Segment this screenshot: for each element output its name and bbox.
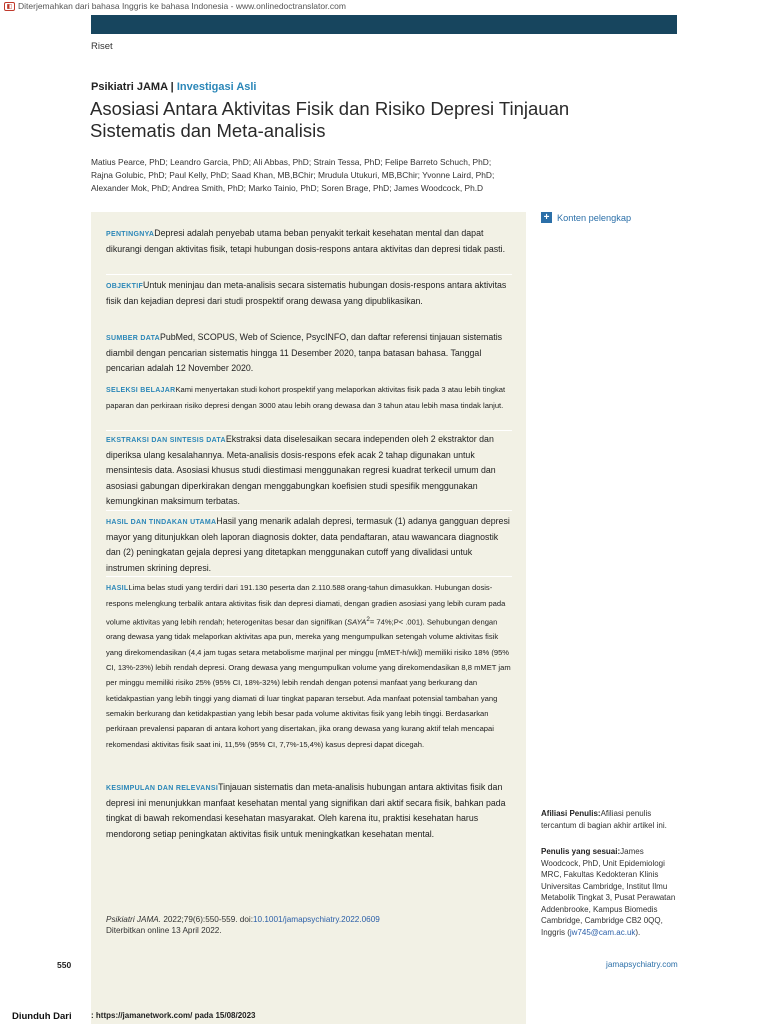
abstract-label: OBJEKTIF: [106, 283, 144, 290]
article-type: Investigasi Asli: [176, 81, 257, 93]
abstract-label: SUMBER DATA: [106, 335, 160, 342]
abstract-text: Depresi adalah penyebab utama beban penyakit terkait kesehatan mental dan dapat dikurangi dengan aktivitas fisik, tetapi hubungan dosis-respons antara aktivitas dan depresi tidak pasti.: [106, 228, 506, 255]
abstract-data-sources: [106, 330, 512, 377]
header-bar: [91, 15, 677, 34]
abstract-label: EKSTRAKSI DAN SINTESIS DATA: [106, 437, 226, 444]
abstract-text: Hasil yang menarik adalah depresi, termasuk (1) adanya gangguan depresi mayor yang ditunjukkan oleh laporan diagnosis dokter, data pendaftaran, atau wawancara diagnostik dan (2) peningkatan gejala depresi yang ditetapkan menggunakan cutoff yang divalidasi untuk instrumen skrining depresi.: [106, 516, 510, 573]
divider: [106, 274, 512, 275]
corresponding-author: [541, 846, 681, 938]
divider: [106, 430, 512, 431]
abstract-conclusions: [106, 780, 512, 842]
abstract-superscript: 2: [366, 615, 370, 623]
abstract-text: Untuk meninjau dan meta-analisis secara sistematis hubungan dosis-respons antara aktivitas fisik dan kejadian depresi dari studi prospektif orang dewasa yang dipublikasikan.: [106, 280, 507, 307]
article-title: Asosiasi Antara Aktivitas Fisik dan Risiko Depresi Tinjauan Sistematis dan Meta-analisis: [90, 98, 570, 141]
journal-line: [91, 81, 257, 93]
abstract-study-selection: [106, 382, 512, 414]
abstract-importance: [106, 226, 512, 257]
divider: [106, 510, 512, 511]
journal-website-link[interactable]: jamapsychiatry.com: [606, 960, 678, 969]
plus-square-icon: +: [541, 212, 552, 223]
abstract-label: PENTINGNYA: [106, 231, 155, 238]
document-translator-icon: ◧: [4, 2, 15, 11]
abstract-objective: [106, 278, 512, 309]
corresponding-label: Penulis yang sesuai:: [541, 847, 621, 856]
abstract-results: [106, 580, 512, 752]
abstract-text: Tinjauan sistematis dan meta-analisis hubungan antara aktivitas fisik dan depresi ini menunjukkan manfaat kesehatan mental yang signifikan dari aktif secara fisik, bahkan pada tingkat di bawah rekomendasi kesehatan masyarakat. Oleh karena itu, praktisi kesehatan harus mendorong setiap peningkatan aktivitas fisik untuk meningkatkan kesehatan mental.: [106, 782, 506, 839]
abstract-text: Kami menyertakan studi kohort prospektif yang melaporkan aktivitas fisik pada 3 atau lebih tingkat paparan dan perkiraan risiko depresi dengan 3000 atau lebih orang dewasa dan 3 tahun atau lebih masa tindak lanjut.: [106, 385, 506, 411]
supplemental-content-label[interactable]: Konten pelengkap: [557, 212, 632, 223]
download-source: : https://jamanetwork.com/ pada 15/08/2023: [91, 1011, 256, 1020]
author-list: Matius Pearce, PhD; Leandro Garcia, PhD; Ali Abbas, PhD; Strain Tessa, PhD; Felipe Barreto Schuch, PhD; Rajna Golubic, PhD; Paul Kelly, PhD; Saad Khan, MB,BChir; Mrudula Utukuri, MB,BChir; Yvonne Laird, PhD; Alexander Mok, PhD; Andrea Smith, PhD; Marko Tainio, PhD; Soren Brage, PhD; James Woodcock, Ph.D: [91, 157, 495, 193]
abstract-label: HASIL: [106, 585, 129, 592]
affiliations-label: Afiliasi Penulis:: [541, 809, 601, 818]
abstract-text: PubMed, SCOPUS, Web of Science, PsycINFO, dan daftar referensi tinjauan sistematis diambil dengan pencarian sistematis hingga 11 Desember 2020, tanpa batasan bahasa. Tanggal pencarian adalah 12 November 2020.: [106, 332, 503, 374]
abstract-main-outcomes: [106, 514, 512, 576]
divider: [106, 576, 512, 577]
download-label: Diunduh Dari: [12, 1011, 72, 1022]
abstract-box: [91, 212, 526, 1024]
abstract-text: Lima belas studi yang terdiri dari 191.130 peserta dan 2.110.588 orang-tahun dimasukkan. Hubungan dosis-respons melengkung terbalik antara aktivitas fisik dan depresi diamati, dengan gradien asosiasi yang lebih curam pada volume aktivitas yang lebih rendah; heterogenitas besar dan signifikan (: [106, 583, 506, 627]
abstract-text: = 74%;P< .001). Sehubungan dengan orang dewasa yang tidak melaporkan aktivitas apa pun, mereka yang mengumpulkan setengah volume aktivitas fisik yang direkomendasikan (4,4 jam tugas setara metabolisme marjinal per minggu [mMET-h/wk]) memiliki risiko 18% (95% CI, 13%-23%) lebih rendah depresi. Orang dewasa yang mengumpulkan volume yang direkomendasikan 8,8 mMET jam per minggu memiliki risiko 25% (95% CI, 18%-32%) lebih rendah dengan potensi manfaat yang berkurang dan ketidakpastian yang lebih tinggi yang diamati di luar tingkat paparan tersebut. Ada manfaat potensial tambahan yang semakin berkurang dan ketidakpastian yang lebih besar pada volume aktivitas fisik yang lebih tinggi. Berdasarkan perkiraan prevalensi paparan di antara kohort yang disertakan, jika orang dewasa yang kurang aktif telah mencapai rekomendasi aktivitas fisik saat ini, 11,5% (95% CI, 7,7%-15,4%) kasus depresi dapat dicegah.: [106, 617, 511, 749]
author-affiliations: [541, 808, 681, 831]
abstract-text: Ekstraksi data diselesaikan secara independen oleh 2 ekstraktor dan diperiksa ulang kesalahannya. Meta-analisis dosis-respons efek acak 2 tahap digunakan untuk mensintesis data. Asosiasi khusus studi diestimasi menggunakan regresi kuadrat terkecil umum dan asosiasi gabungan diperkirakan dengan menggabungkan koefisien studi spesifik menggunakan kemungkinan maksimum terbatas.: [106, 434, 496, 506]
section-label: Riset: [91, 41, 113, 52]
abstract-label: SELEKSI BELAJAR: [106, 387, 176, 394]
affiliations-text: Afiliasi penulis tercantum di bagian akhir artikel ini.: [541, 809, 667, 830]
abstract-label: KESIMPULAN DAN RELEVANSI: [106, 785, 219, 792]
translator-notice[interactable]: [4, 1, 346, 11]
published-online: Diterbitkan online 13 April 2022.: [106, 926, 222, 935]
citation-ref: 2022;79(6):550-559. doi:: [161, 915, 253, 924]
page-number: 550: [57, 960, 72, 970]
journal-name: Psikiatri JAMA |: [91, 81, 177, 93]
abstract-extraction: [106, 432, 512, 509]
corresponding-end: ).: [635, 927, 641, 937]
citation-journal: Psikiatri JAMA.: [106, 915, 162, 924]
abstract-label: HASIL DAN TINDAKAN UTAMA: [106, 519, 217, 526]
email-link[interactable]: jw745@cam.ac.uk: [569, 927, 636, 937]
corresponding-text: James Woodcock, PhD, Unit Epidemiologi MRC, Fakultas Kedokteran Klinis Universitas Cambridge, Institut Ilmu Metabolik Tingkat 3, Pusat Perawatan Addenbrooke, Kampus Biomedis Cambridge, Cambridge CB2 0QQ, Inggris (: [541, 847, 676, 937]
citation-line: [106, 914, 512, 925]
citation: [106, 914, 512, 936]
doi-link[interactable]: 10.1001/jamapsychiatry.2022.0609: [253, 915, 380, 924]
abstract-italic: SAYA: [347, 617, 367, 627]
supplemental-content-link[interactable]: [541, 212, 631, 223]
translator-notice-text[interactable]: Diterjemahkan dari bahasa Inggris ke bahasa Indonesia - www.onlinedoctranslator.com: [18, 1, 346, 11]
